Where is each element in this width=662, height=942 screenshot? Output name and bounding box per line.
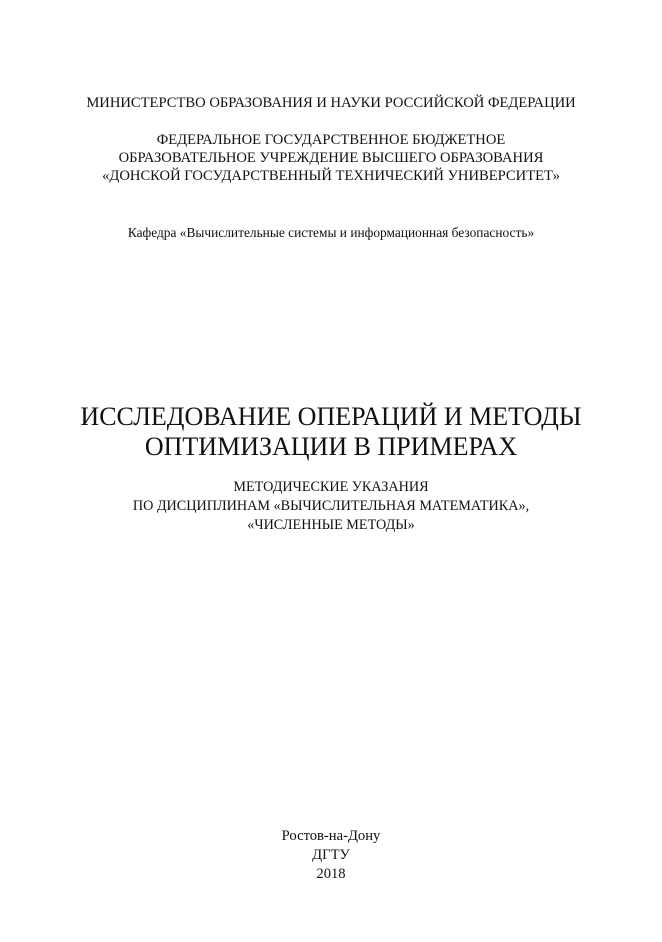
subtitle-line-3: «ЧИСЛЕННЫЕ МЕТОДЫ» <box>247 517 415 533</box>
department-name: Кафедра «Вычислительные системы и информационная безопасность» <box>127 225 535 240</box>
title-line-2: ОПТИМИЗАЦИИ В ПРИМЕРАХ <box>144 432 518 461</box>
title-line-1: ИССЛЕДОВАНИЕ ОПЕРАЦИЙ И МЕТОДЫ <box>80 402 582 431</box>
imprint-publisher: ДГТУ <box>312 847 350 863</box>
subtitle-line-2: ПО ДИСЦИПЛИНАМ «ВЫЧИСЛИТЕЛЬНАЯ МАТЕМАТИКА», <box>132 498 530 514</box>
ministry-name: МИНИСТЕРСТВО ОБРАЗОВАНИЯ И НАУКИ РОССИЙСКОЙ ФЕДЕРАЦИИ <box>86 95 576 111</box>
imprint-year: 2018 <box>316 866 346 882</box>
organization-line-2: ОБРАЗОВАТЕЛЬНОЕ УЧРЕЖДЕНИЕ ВЫСШЕГО ОБРАЗОВАНИЯ <box>118 150 544 166</box>
imprint-city: Ростов-на-Дону <box>281 828 381 844</box>
subtitle-line-1: МЕТОДИЧЕСКИЕ УКАЗАНИЯ <box>233 479 429 495</box>
organization-line-1: ФЕДЕРАЛЬНОЕ ГОСУДАРСТВЕННОЕ БЮДЖЕТНОЕ <box>156 132 506 148</box>
organization-line-3: «ДОНСКОЙ ГОСУДАРСТВЕННЫЙ ТЕХНИЧЕСКИЙ УНИВЕРСИТЕТ» <box>102 168 560 184</box>
